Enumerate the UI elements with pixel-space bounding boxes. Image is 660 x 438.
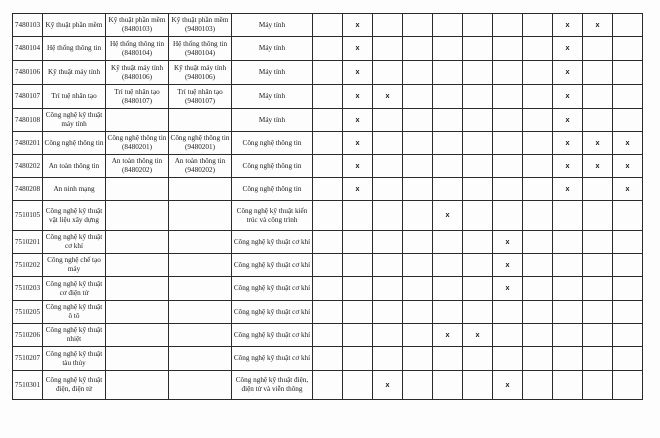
mark-cell (553, 324, 583, 347)
field-group-cell: Công nghệ kỹ thuật cơ khí (232, 231, 313, 254)
mark-cell (373, 254, 403, 277)
mark-cell: x (343, 37, 373, 61)
mark-cell (403, 324, 433, 347)
mark-cell (583, 85, 613, 109)
program-name-cell: Công nghệ kỹ thuật cơ khí (43, 231, 106, 254)
mark-cell (313, 201, 343, 231)
mark-cell (433, 178, 463, 201)
field-group-cell: Công nghệ kỹ thuật cơ khí (232, 347, 313, 371)
master-program-cell (106, 347, 169, 371)
mark-cell (583, 277, 613, 301)
master-program-cell: An toàn thông tin (8480202) (106, 155, 169, 178)
mark-cell (343, 347, 373, 371)
mark-cell (523, 231, 553, 254)
program-name-cell: Công nghệ kỹ thuật điện, điện tử (43, 371, 106, 400)
doctoral-program-cell: Kỹ thuật máy tính (9480106) (169, 61, 232, 85)
field-group-cell: Công nghệ kỹ thuật cơ khí (232, 254, 313, 277)
mark-cell: x (343, 178, 373, 201)
mark-cell: x (343, 109, 373, 132)
mark-cell (433, 277, 463, 301)
doctoral-program-cell (169, 301, 232, 324)
mark-cell (583, 231, 613, 254)
doctoral-program-cell (169, 178, 232, 201)
mark-cell (463, 85, 493, 109)
mark-cell: x (493, 371, 523, 400)
code-cell: 7510203 (13, 277, 43, 301)
mark-cell: x (373, 371, 403, 400)
mark-cell (433, 37, 463, 61)
mark-cell (523, 201, 553, 231)
mark-cell (493, 301, 523, 324)
mark-cell (343, 277, 373, 301)
mark-cell (583, 61, 613, 85)
code-cell: 7510206 (13, 324, 43, 347)
mark-cell (523, 347, 553, 371)
code-cell: 7510105 (13, 201, 43, 231)
mark-cell (313, 371, 343, 400)
table-row (13, 231, 643, 254)
mark-cell (523, 37, 553, 61)
mark-cell (523, 277, 553, 301)
mark-cell: x (373, 85, 403, 109)
mark-cell (403, 85, 433, 109)
mark-cell (373, 201, 403, 231)
field-group-cell: Công nghệ thông tin (232, 155, 313, 178)
mark-cell (613, 347, 643, 371)
mark-cell: x (463, 324, 493, 347)
mark-cell (613, 371, 643, 400)
mark-cell (403, 301, 433, 324)
mark-cell (313, 109, 343, 132)
mark-cell (313, 155, 343, 178)
table-row (13, 85, 643, 109)
mark-cell (403, 109, 433, 132)
doctoral-program-cell: An toàn thông tin (9480202) (169, 155, 232, 178)
code-cell: 7510205 (13, 301, 43, 324)
mark-cell: x (613, 132, 643, 155)
mark-cell (553, 301, 583, 324)
table-row (13, 155, 643, 178)
mark-cell (613, 201, 643, 231)
field-group-cell: Máy tính (232, 14, 313, 37)
table-row (13, 301, 643, 324)
mark-cell (373, 277, 403, 301)
mark-cell (403, 132, 433, 155)
mark-cell (613, 61, 643, 85)
field-group-cell: Công nghệ kỹ thuật điện, điện tử và viễn thông (232, 371, 313, 400)
mark-cell (613, 301, 643, 324)
mark-cell (463, 201, 493, 231)
code-cell: 7480107 (13, 85, 43, 109)
mark-cell (463, 254, 493, 277)
code-cell: 7480103 (13, 14, 43, 37)
mark-cell (613, 324, 643, 347)
field-group-cell: Máy tính (232, 61, 313, 85)
mark-cell (373, 61, 403, 85)
doctoral-program-cell: Hệ thống thông tin (9480104) (169, 37, 232, 61)
mark-cell (583, 178, 613, 201)
mark-cell: x (613, 178, 643, 201)
mark-cell (373, 132, 403, 155)
master-program-cell: Kỹ thuật phần mềm (8480103) (106, 14, 169, 37)
mark-cell (343, 324, 373, 347)
table-row (13, 14, 643, 37)
mark-cell (433, 301, 463, 324)
mark-cell (553, 201, 583, 231)
mark-cell (613, 85, 643, 109)
mark-cell (523, 254, 553, 277)
mark-cell (403, 231, 433, 254)
mark-cell (463, 132, 493, 155)
mark-cell: x (433, 324, 463, 347)
mark-cell (613, 254, 643, 277)
master-program-cell (106, 277, 169, 301)
mark-cell (523, 109, 553, 132)
field-group-cell: Máy tính (232, 85, 313, 109)
table-row (13, 37, 643, 61)
mark-cell (313, 277, 343, 301)
mark-cell: x (553, 109, 583, 132)
mark-cell (313, 231, 343, 254)
doctoral-program-cell (169, 231, 232, 254)
mark-cell: x (343, 85, 373, 109)
mark-cell (313, 14, 343, 37)
mark-cell (313, 347, 343, 371)
doctoral-program-cell (169, 347, 232, 371)
mark-cell (463, 14, 493, 37)
mark-cell (403, 178, 433, 201)
master-program-cell (106, 201, 169, 231)
mark-cell (523, 155, 553, 178)
mark-cell (553, 254, 583, 277)
mark-cell (343, 301, 373, 324)
master-program-cell (106, 178, 169, 201)
mark-cell: x (553, 37, 583, 61)
table-row (13, 201, 643, 231)
mark-cell: x (553, 178, 583, 201)
mark-cell: x (583, 132, 613, 155)
table-row (13, 178, 643, 201)
mark-cell (613, 277, 643, 301)
code-cell: 7480202 (13, 155, 43, 178)
mark-cell (313, 301, 343, 324)
field-group-cell: Công nghệ kỹ thuật cơ khí (232, 301, 313, 324)
mark-cell: x (343, 14, 373, 37)
mark-cell (403, 14, 433, 37)
mark-cell (373, 109, 403, 132)
mark-cell (403, 61, 433, 85)
mark-cell (463, 231, 493, 254)
mark-cell (523, 324, 553, 347)
table-row (13, 61, 643, 85)
mark-cell (553, 347, 583, 371)
mark-cell: x (553, 132, 583, 155)
field-group-cell: Máy tính (232, 37, 313, 61)
mark-cell (373, 37, 403, 61)
mark-cell (493, 132, 523, 155)
code-cell: 7510202 (13, 254, 43, 277)
mark-cell (313, 132, 343, 155)
mark-cell (403, 201, 433, 231)
program-name-cell: Trí tuệ nhân tạo (43, 85, 106, 109)
mark-cell (433, 14, 463, 37)
field-group-cell: Công nghệ kỹ thuật cơ khí (232, 324, 313, 347)
doctoral-program-cell (169, 324, 232, 347)
mark-cell (493, 14, 523, 37)
table-row (13, 347, 643, 371)
mark-cell (403, 371, 433, 400)
mark-cell: x (343, 155, 373, 178)
mark-cell (523, 14, 553, 37)
mark-cell (493, 109, 523, 132)
mark-cell (493, 61, 523, 85)
code-cell: 7480201 (13, 132, 43, 155)
doctoral-program-cell (169, 277, 232, 301)
mark-cell (433, 61, 463, 85)
mark-cell (343, 254, 373, 277)
mark-cell (583, 371, 613, 400)
mark-cell (313, 37, 343, 61)
field-group-cell: Công nghệ thông tin (232, 132, 313, 155)
master-program-cell: Công nghệ thông tin (8480201) (106, 132, 169, 155)
mark-cell (613, 14, 643, 37)
master-program-cell: Trí tuệ nhân tạo (8480107) (106, 85, 169, 109)
mark-cell: x (493, 231, 523, 254)
mark-cell (613, 109, 643, 132)
program-name-cell: Công nghệ kỹ thuật tàu thủy (43, 347, 106, 371)
mark-cell (493, 37, 523, 61)
mark-cell (403, 155, 433, 178)
mark-cell (403, 37, 433, 61)
mark-cell (433, 132, 463, 155)
mark-cell (433, 155, 463, 178)
mark-cell (493, 155, 523, 178)
mark-cell (463, 155, 493, 178)
program-name-cell: Công nghệ kỹ thuật máy tính (43, 109, 106, 132)
master-program-cell (106, 301, 169, 324)
mark-cell (463, 301, 493, 324)
program-name-cell: Kỹ thuật máy tính (43, 61, 106, 85)
mark-cell (463, 61, 493, 85)
table-row (13, 324, 643, 347)
doctoral-program-cell (169, 254, 232, 277)
table-row (13, 254, 643, 277)
mark-cell (523, 301, 553, 324)
mark-cell (313, 85, 343, 109)
mark-cell: x (493, 254, 523, 277)
mark-cell (373, 14, 403, 37)
master-program-cell: Kỹ thuật máy tính (8480106) (106, 61, 169, 85)
mark-cell: x (613, 155, 643, 178)
mark-cell (523, 178, 553, 201)
mark-cell (433, 85, 463, 109)
table-row (13, 277, 643, 301)
mark-cell (583, 254, 613, 277)
mark-cell (583, 347, 613, 371)
doctoral-program-cell: Trí tuệ nhân tạo (9480107) (169, 85, 232, 109)
table-row (13, 132, 643, 155)
mark-cell (343, 231, 373, 254)
mark-cell: x (553, 155, 583, 178)
mark-cell (343, 371, 373, 400)
mark-cell (493, 347, 523, 371)
mark-cell (313, 254, 343, 277)
program-name-cell: An ninh mạng (43, 178, 106, 201)
doctoral-program-cell (169, 109, 232, 132)
mark-cell (583, 324, 613, 347)
mark-cell (433, 109, 463, 132)
mark-cell: x (343, 61, 373, 85)
program-name-cell: Công nghệ kỹ thuật nhiệt (43, 324, 106, 347)
mark-cell: x (343, 132, 373, 155)
mark-cell (373, 178, 403, 201)
mark-cell (433, 254, 463, 277)
mark-cell (463, 37, 493, 61)
mark-cell (463, 347, 493, 371)
field-group-cell: Công nghệ thông tin (232, 178, 313, 201)
mark-cell (583, 37, 613, 61)
program-name-cell: An toàn thông tin (43, 155, 106, 178)
field-group-cell: Công nghệ kỹ thuật kiến trúc và công trình (232, 201, 313, 231)
mark-cell (523, 371, 553, 400)
mark-cell (583, 201, 613, 231)
mark-cell (493, 85, 523, 109)
mark-cell (463, 371, 493, 400)
code-cell: 7480108 (13, 109, 43, 132)
mark-cell (403, 277, 433, 301)
mark-cell: x (553, 14, 583, 37)
code-cell: 7510301 (13, 371, 43, 400)
mark-cell: x (493, 277, 523, 301)
mark-cell: x (583, 155, 613, 178)
mark-cell (433, 347, 463, 371)
table-row (13, 371, 643, 400)
master-program-cell (106, 231, 169, 254)
mark-cell: x (553, 61, 583, 85)
master-program-cell: Hệ thống thông tin (8480104) (106, 37, 169, 61)
mark-cell (463, 109, 493, 132)
mark-cell (313, 178, 343, 201)
mark-cell (583, 301, 613, 324)
mark-cell (313, 324, 343, 347)
mark-cell (493, 201, 523, 231)
program-name-cell: Công nghệ kỹ thuật vật liệu xây dựng (43, 201, 106, 231)
doctoral-program-cell: Kỹ thuật phần mềm (9480103) (169, 14, 232, 37)
master-program-cell (106, 254, 169, 277)
code-cell: 7480104 (13, 37, 43, 61)
program-table (12, 13, 643, 400)
mark-cell (583, 109, 613, 132)
mark-cell: x (433, 201, 463, 231)
master-program-cell (106, 324, 169, 347)
mark-cell (493, 324, 523, 347)
mark-cell (403, 254, 433, 277)
field-group-cell: Công nghệ kỹ thuật cơ khí (232, 277, 313, 301)
mark-cell: x (583, 14, 613, 37)
mark-cell (373, 301, 403, 324)
mark-cell (433, 231, 463, 254)
doctoral-program-cell (169, 371, 232, 400)
field-group-cell: Máy tính (232, 109, 313, 132)
mark-cell (553, 231, 583, 254)
program-name-cell: Kỹ thuật phần mềm (43, 14, 106, 37)
mark-cell (553, 371, 583, 400)
mark-cell (523, 61, 553, 85)
master-program-cell (106, 371, 169, 400)
mark-cell (403, 347, 433, 371)
mark-cell (463, 178, 493, 201)
mark-cell (343, 201, 373, 231)
mark-cell (463, 277, 493, 301)
program-name-cell: Công nghệ thông tin (43, 132, 106, 155)
code-cell: 7510201 (13, 231, 43, 254)
mark-cell (313, 61, 343, 85)
program-name-cell: Công nghệ kỹ thuật cơ điện tử (43, 277, 106, 301)
mark-cell (373, 155, 403, 178)
program-name-cell: Công nghệ chế tạo máy (43, 254, 106, 277)
program-name-cell: Hệ thống thông tin (43, 37, 106, 61)
table-row (13, 109, 643, 132)
mark-cell (523, 132, 553, 155)
mark-cell (373, 231, 403, 254)
doctoral-program-cell (169, 201, 232, 231)
code-cell: 7480106 (13, 61, 43, 85)
mark-cell (613, 231, 643, 254)
mark-cell (523, 85, 553, 109)
mark-cell (553, 277, 583, 301)
doctoral-program-cell: Công nghệ thông tin (9480201) (169, 132, 232, 155)
mark-cell: x (553, 85, 583, 109)
mark-cell (373, 324, 403, 347)
mark-cell (433, 371, 463, 400)
mark-cell (613, 37, 643, 61)
code-cell: 7510207 (13, 347, 43, 371)
program-name-cell: Công nghệ kỹ thuật ô tô (43, 301, 106, 324)
code-cell: 7480208 (13, 178, 43, 201)
mark-cell (493, 178, 523, 201)
mark-cell (373, 347, 403, 371)
master-program-cell (106, 109, 169, 132)
